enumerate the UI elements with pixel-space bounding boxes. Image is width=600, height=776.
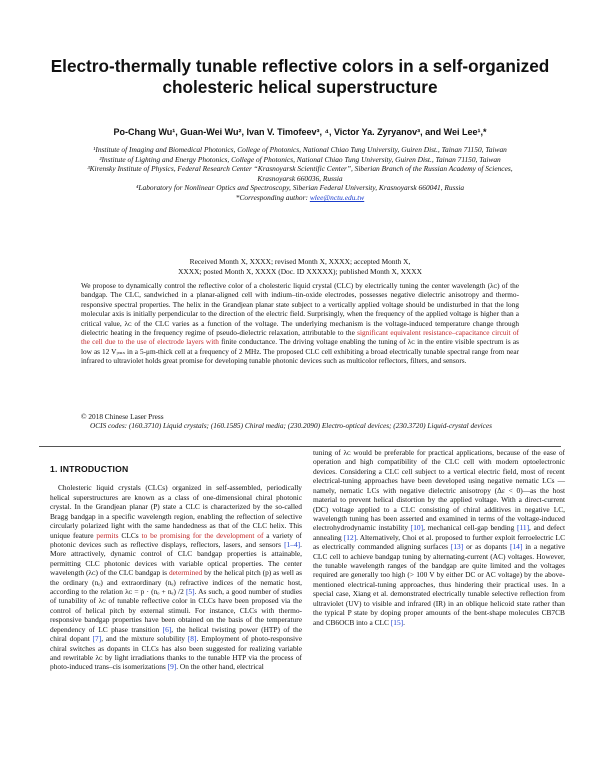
affiliation-2: ²Institute of Lighting and Energy Photonics, College of Photonics, National Chiao Tung University, Guiren Dist., Tainan 71150, Taiwan [99,154,501,164]
intro-paragraph [50,483,302,671]
left-column [50,448,302,672]
intro-text: . On the other hand, electrical [176,662,264,672]
abstract-highlight: significant equivalent resistance–capacitance circuit of the cell due to the use of electrode layers with [81,328,519,347]
intro-text: , mechanical cell-gap bending [423,523,517,533]
intro-paragraph-continued [313,448,565,627]
abstract-text-1: We propose to dynamically control the reflective color of a cholesteric liquid crystal (CLC) by electrically tuning the center wavelength (λᴄ) of the bandgap. The CLC, sandwiched in a planar-aligned cell with indium–tin-oxide electrodes, possesses negative dielectric anisotropy and thermo-responsive spectral properties. The helix in the Grandjean planar state subject to a vertically applied voltage should be undisturbed in that the long molecular axis is initially perpendicular to the direction of the electric field. Surprisingly, when the frequency of the applied voltage is higher than a critical value, λᴄ of the CLC varies as a function of the voltage. The underlying mechanism is the voltage-induced temperature change through dielectric heating in the frequency regime of pseudo-dielectric relaxation, attributable to the [81,281,519,338]
intro-text: CLCs [118,530,142,540]
header-divider [39,446,561,447]
intro-text: . Alternatively, Choi et al. proposed to further exploit ferroelectric LC as electrically commanded aligning surfaces [313,532,565,552]
intro-highlight: determined [168,568,203,578]
section-heading: 1. INTRODUCTION [50,464,129,474]
citation-link[interactable]: [15] [390,617,404,627]
intro-text: in a negative CLC cell to achieve bandgap tuning by alternating-current (AC) voltages. However, the tunable wavelength ranges of the bandgap are quite limited and the voltages required are generally too high (> 100 V by either DC or AC voltage) by the above-mentioned electrical-tuning approaches, thus hindering their practical uses. In a special case, Xiang et al. demonstrated electrically tunable selective reflection from ultraviolet (UV) to visible and infrared (IR) in an oblique helicoid state rather than the typical P state by doping proper amounts of the bent-shape molecules CB7CB and CB6OCB into a CLC [313,542,565,627]
intro-highlight: permits [96,530,119,540]
citation-link[interactable]: [1–4] [284,539,301,549]
copyright: © 2018 Chinese Laser Press [81,412,164,421]
paper-title: Electro-thermally tunable reflective colors in a self-organized cholesteric helical superstructure [50,56,550,97]
citation-link[interactable]: [6] [162,624,172,634]
intro-highlight: to be promising for the development of [141,530,264,540]
citation-link[interactable]: [14] [510,542,523,552]
ocis-codes: OCIS codes: (160.3710) Liquid crystals; (160.1585) Chiral media; (230.2090) Electro-optical devices; (230.3720) Liquid-crystal devices [90,421,492,430]
affiliation-4: ⁴Laboratory for Nonlinear Optics and Spectroscopy, Siberian Federal University, Krasnoyarsk 660041, Russia [135,183,465,193]
citation-link[interactable]: [10] [410,523,424,533]
intro-text: by the helical pitch (p) as well as the ordinary (nₒ) and extraordinary (nₑ) refractive indices of the nematic host, according to the relation λᴄ = p · (nₒ + nₑ) /2 [50,568,302,597]
intro-text: , and defect annealing [313,523,566,542]
intro-text: , and the mixture solubility [101,634,188,644]
citation-link[interactable]: [11] [517,523,530,533]
received-line-2: XXXX; posted Month X, XXXX (Doc. ID XXXXX); published Month X, XXXX [178,266,422,276]
intro-text: . Employment of photo-responsive chiral switches as dopants in CLCs has also been suggested for realizing variable and rewritable λᴄ by light irradiations thanks to the tunable HTP via the process of photo-induced trans–cis isomerizations [50,634,302,672]
corresponding-prefix: *Corresponding author: [235,192,310,202]
abstract [81,281,519,366]
received-dates [60,257,540,277]
intro-text: tuning of λᴄ would be preferable for practical applications, because of the ease of operation and high compatibility of the CLC cell with modern optoelectronic devices. Considering a CLC cell subject to a vertical electric field, most of recent electrical-tuning approaches have been developed using negative nematic LCs — namely, nematic LCs with negative dielectric anisotropy (Δε < 0)—as the host material to prevent helical distortion by the applied voltage. With a direct-current (DC) voltage applied to a CLC consisting of chiral additives in negative LC, wavelength tuning has been asserted and examined in terms of the voltage-induced electrohydrodynamic instability [313,448,565,533]
citation-link[interactable]: [9] [167,662,177,672]
citation-link[interactable]: [13] [450,542,464,552]
received-line-1: Received Month X, XXXX; revised Month X, XXXX; accepted Month X, [189,257,411,266]
citation-link[interactable]: [5] [185,587,195,597]
intro-text: Cholesteric liquid crystals (CLCs) organized in self-assembled, periodically helical superstructures are known as a class of one-dimensional chiral photonic crystal. In the Grandjean planar (P) state a CLC is characterized by the so-called Bragg bandgap in a specific wavelength region, enabling the reflection of selective circularly polarized light with the same handedness as that of the CLC helix. This unique feature [50,483,302,540]
citation-link[interactable]: [7] [92,634,102,644]
intro-text: . More attractively, dynamic control of CLC bandgap properties is attainable, permitting CLC photonic devices with variable optical properties. The center wavelength (λᴄ) of the CLC bandgap is [50,539,302,578]
intro-text: . [403,617,405,627]
author-list: Po-Chang Wu¹, Guan-Wei Wu², Ivan V. Timofeev³, ⁴, Victor Ya. Zyryanov³, and Wei Lee¹,* [113,127,487,137]
intro-text: or as dopants [463,542,510,552]
citation-link[interactable]: [8] [187,634,197,644]
email-link[interactable]: wlee@nctu.edu.tw [309,192,365,202]
intro-text: . As such, a good number of studies of tunability of λᴄ of tunable reflective color in CLCs have been proposed via the control of helical pitch by external stimuli. For instance, CLCs with thermo-responsive bandgap properties have been obtained on the basis of the temperature dependency of LC phase transition [50,587,303,634]
corresponding-author [68,193,532,203]
intro-text: , the helical twisting power (HTP) of the chiral dopant [50,624,302,644]
affiliations [68,145,532,203]
affiliation-3: ³Kirensky Institute of Physics, Federal Research Center “Krasnoyarsk Scientific Center”, Siberian Branch of the Russian Academy of Sciences, Krasnoyarsk 660036, Russia [87,164,513,183]
affiliation-1: ¹Institute of Imaging and Biomedical Photonics, College of Photonics, National Chiao Tung University, Guiren Dist., Tainan 71150, Taiwan [93,145,507,154]
intro-text: a variety of photonic devices such as reflective displays, reflectors, lasers, and sensors [50,530,303,549]
right-column [313,448,565,627]
citation-link[interactable]: [12] [343,532,357,542]
abstract-text-2: finite conductance. The driving voltage enabling the tuning of λᴄ in the entire visible spectrum is as low as 12 Vᵣₘₛ in a 5-μm-thick cell at a frequency of 2 MHz. The proposed CLC cell exhibiting a broad electrically tunable spectral range from near infrared to ultraviolet holds great promise for developing tunable photonic devices such as multicolor reflectors, filters, and sensors. [81,337,520,366]
